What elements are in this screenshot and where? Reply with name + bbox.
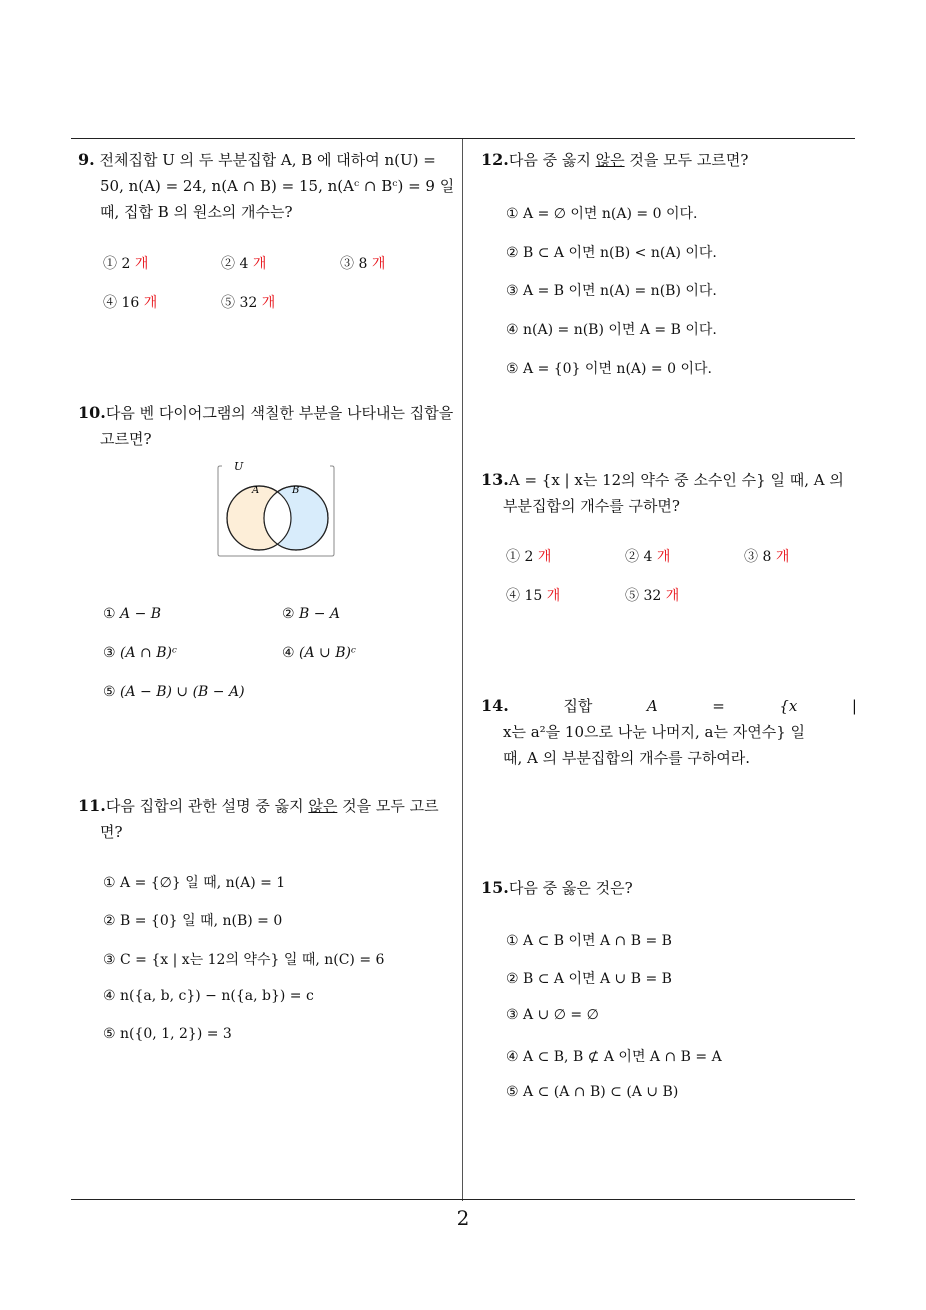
q10-option-3[interactable]: ③ (A ∩ B)ᶜ: [103, 645, 177, 661]
column-divider: [462, 139, 463, 1201]
question-14: [481, 693, 857, 771]
underlined-word: 않은: [308, 797, 338, 815]
q10-option-5[interactable]: ⑤ (A − B) ∪ (B − A): [103, 684, 245, 700]
q13-option-3[interactable]: ③ 8 개: [744, 549, 790, 565]
q9-option-1[interactable]: ① 2 개: [103, 256, 149, 272]
question-15: [481, 875, 859, 901]
q12-option-3[interactable]: ③ A = B 이면 n(A) = n(B) 이다.: [506, 283, 717, 299]
question-9-text1: 전체집합 U 의 두 부분집합 A, B 에 대하여 n(U) =: [99, 151, 436, 169]
venn-label-u: U: [234, 460, 244, 473]
question-15-number: 15.: [481, 878, 509, 897]
question-10-text1: 다음 벤 다이어그램의 색칠한 부분을 나타내는 집합을: [105, 404, 454, 422]
q11-option-3[interactable]: ③ C = {x | x는 12의 약수} 일 때, n(C) = 6: [103, 952, 385, 968]
question-9: [78, 147, 456, 225]
q13-option-5[interactable]: ⑤ 32 개: [625, 588, 680, 604]
underlined-word: 않은: [595, 151, 625, 169]
question-14-line1: 14. 집합 A = {x |: [481, 693, 857, 719]
question-14-text3: 때, A 의 부분집합의 개수를 구하여라.: [503, 749, 751, 767]
q9-option-2[interactable]: ② 4 개: [221, 256, 267, 272]
page-number: 2: [456, 1206, 470, 1230]
question-9-line1: [78, 147, 456, 173]
question-15-text1: 다음 중 옳은 것은?: [508, 879, 633, 897]
q10-option-2[interactable]: ② B − A: [282, 606, 341, 622]
question-12-number: 12.: [481, 150, 509, 169]
q12-option-1[interactable]: ① A = ∅ 이면 n(A) = 0 이다.: [506, 206, 698, 222]
venn-label-a: A: [252, 485, 260, 496]
q10-option-1[interactable]: ① A − B: [103, 606, 162, 622]
q11-option-1[interactable]: ① A = {∅} 일 때, n(A) = 1: [103, 875, 286, 891]
q13-option-4[interactable]: ④ 15 개: [506, 588, 561, 604]
q15-option-4[interactable]: ④ A ⊂ B, B ⊄ A 이면 A ∩ B = A: [506, 1049, 722, 1065]
question-12: 12.다음 중 옳지 않은 것을 모두 고르면?: [481, 150, 749, 169]
question-10: [78, 400, 456, 452]
q15-option-3[interactable]: ③ A ∪ ∅ = ∅: [506, 1007, 599, 1023]
q10-option-4[interactable]: ④ (A ∪ B)ᶜ: [282, 645, 356, 661]
q12-option-2[interactable]: ② B ⊂ A 이면 n(B) < n(A) 이다.: [506, 245, 717, 261]
question-11-number: 11.: [78, 796, 106, 815]
question-14-number: 14.: [481, 696, 509, 715]
q15-option-2[interactable]: ② B ⊂ A 이면 A ∪ B = B: [506, 971, 672, 987]
venn-label-b: B: [292, 485, 300, 496]
question-13-text1: A = {x | x는 12의 약수 중 소수인 수} 일 때, A 의: [508, 471, 844, 489]
q11-option-4[interactable]: ④ n({a, b, c}) − n({a, b}) = c: [103, 988, 314, 1004]
question-9-text2: 50, n(A) = 24, n(A ∩ B) = 15, n(Aᶜ ∩ Bᶜ) = 9 일: [100, 177, 455, 195]
q9-option-3[interactable]: ③ 8 개: [340, 256, 386, 272]
q13-option-1[interactable]: ① 2 개: [506, 549, 552, 565]
question-11: 11.다음 집합의 관한 설명 중 옳지 않은 것을 모두 고르 면?: [78, 793, 456, 845]
question-9-number: 9.: [78, 150, 95, 169]
question-13-text2: 부분집합의 개수를 구하면?: [503, 497, 680, 515]
q9-option-4[interactable]: ④ 16 개: [103, 295, 158, 311]
question-10-text2: 고르면?: [100, 430, 152, 448]
q15-option-1[interactable]: ① A ⊂ B 이면 A ∩ B = B: [506, 933, 672, 949]
q15-option-5[interactable]: ⑤ A ⊂ (A ∩ B) ⊂ (A ∪ B): [506, 1084, 679, 1100]
question-9-text3: 때, 집합 B 의 원소의 개수는?: [100, 203, 293, 221]
top-rule: [71, 138, 855, 139]
q11-option-2[interactable]: ② B = {0} 일 때, n(B) = 0: [103, 913, 283, 929]
question-14-text2: x는 a²을 10으로 나눈 나머지, a는 자연수} 일: [503, 723, 805, 741]
q11-option-5[interactable]: ⑤ n({0, 1, 2}) = 3: [103, 1026, 232, 1042]
q13-option-2[interactable]: ② 4 개: [625, 549, 671, 565]
question-13: [481, 467, 859, 519]
q12-option-4[interactable]: ④ n(A) = n(B) 이면 A = B 이다.: [506, 322, 717, 338]
question-10-number: 10.: [78, 403, 106, 422]
question-11-text2: 면?: [100, 823, 123, 841]
q9-option-5[interactable]: ⑤ 32 개: [221, 295, 276, 311]
question-13-number: 13.: [481, 470, 509, 489]
q12-option-5[interactable]: ⑤ A = {0} 이면 n(A) = 0 이다.: [506, 361, 712, 377]
venn-diagram: [212, 458, 338, 560]
bottom-rule: [71, 1199, 855, 1200]
